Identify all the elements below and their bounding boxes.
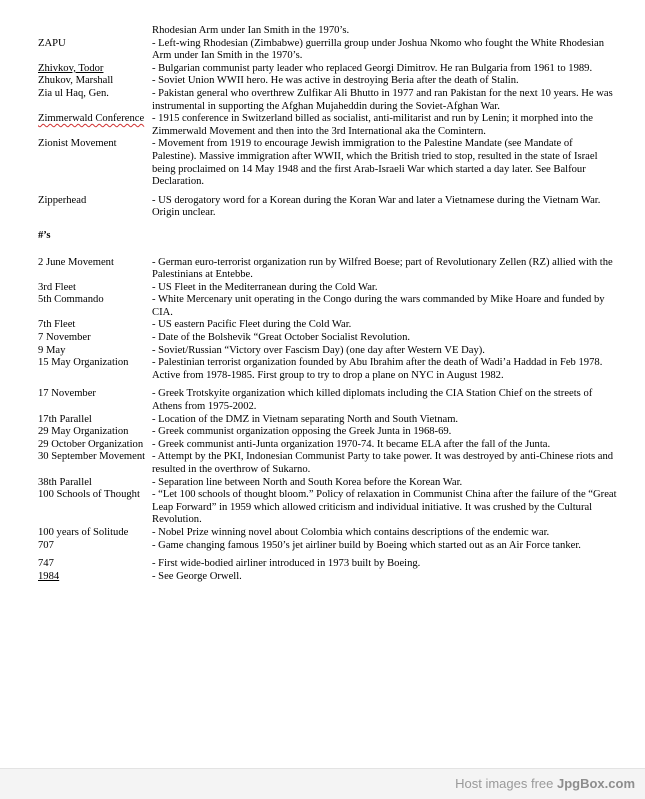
entry-definition: - Pakistan general who overthrew Zulfikar Ali Bhutto in 1977 and ran Pakistan for the next 10 years. He was instrumental in supporting the Afghan Mujaheddin during the Soviet-Afghan War. <box>152 87 613 112</box>
glossary-entry <box>38 439 618 452</box>
entry-definition: - Soviet Union WWII hero. He was active in destroying Beria after the death of Stalin. <box>152 75 519 87</box>
entry-definition: - Game changing famous 1950’s jet airliner build by Boeing which started out as an Air Force tanker. <box>152 539 581 551</box>
glossary-entry <box>38 113 618 138</box>
glossary-entry <box>38 451 618 476</box>
entry-definition: - Greek communist organization opposing the Greek Junta in 1968-69. <box>152 426 452 438</box>
entry-definition: - Greek communist anti-Junta organization 1970-74. It became ELA after the fall of the Junta. <box>152 438 551 450</box>
entry-definition: - “Let 100 schools of thought bloom.” Policy of relaxation in Communist China after the failure of the “Great Leap Forward” in 1959 which allowed criticism and individual initiative. It was crushed by the Cultural Revolution. <box>152 489 617 526</box>
entry-definition: - White Mercenary unit operating in the Congo during the wars commanded by Mike Hoare and funded by CIA. <box>152 294 605 318</box>
glossary-entry <box>38 345 618 358</box>
entry-definition: Rhodesian Arm under Ian Smith in the 1970’s. <box>152 25 350 36</box>
entry-term: Zia ul Haq, Gen. <box>38 87 109 99</box>
entry-definition: - US eastern Pacific Fleet during the Cold War. <box>152 319 352 331</box>
entry-definition: - US Fleet in the Mediterranean during the Cold War. <box>152 281 378 293</box>
watermark-bar <box>0 768 645 799</box>
glossary-entry <box>38 138 618 188</box>
glossary-entry <box>38 558 618 571</box>
entry-term: Zimmerwald Conference <box>38 113 145 125</box>
entry-definition: - Greek Trotskyite organization which killed diplomats including the CIA Station Chief on the streets of Athens from 1975-2002. <box>152 388 593 413</box>
entry-definition: - Attempt by the PKI, Indonesian Communist Party to take power. It was destroyed by anti-Chinese riots and resulted in the overthrow of Sukarno. <box>152 451 614 475</box>
glossary-entry <box>38 426 618 439</box>
glossary-entry <box>38 88 618 113</box>
entry-term: ZAPU <box>38 37 66 49</box>
entry-definition: - See George Orwell. <box>152 570 242 582</box>
watermark-text[interactable] <box>455 776 635 791</box>
entry-definition: - Left-wing Rhodesian (Zimbabwe) guerrilla group under Joshua Nkomo who fought the White Rhodesian Arm under Ian Smith in the 1970’s. <box>152 37 604 62</box>
entry-term: 5th Commando <box>38 294 104 306</box>
entry-term: Zhukov, Marshall <box>38 75 114 87</box>
glossary-entry <box>38 319 618 332</box>
glossary-entry <box>38 527 618 540</box>
entry-definition: - Movement from 1919 to encourage Jewish immigration to the Palestine Mandate (see Mandate of Palestine). Massive immigration after WWII, which the British tried to stop, resulted in the state of Israel being proclaimed on 14 May 1948 and the first Arab-Israeli War which started a day later. See Balfour Declaration. <box>152 138 598 188</box>
entry-term: 30 September Movement <box>38 451 146 463</box>
entry-term: 1984 <box>38 570 60 582</box>
entry-definition: - US derogatory word for a Korean during the Koran War and later a Vietnamese during the Vietnam War. Origin unclear. <box>152 194 601 219</box>
glossary-entry <box>38 257 618 282</box>
entry-term <box>38 25 152 38</box>
entry-definition: - First wide-bodied airliner introduced in 1973 built by Boeing. <box>152 558 421 570</box>
entry-term: 7th Fleet <box>38 319 76 331</box>
entry-term: 15 May Organization <box>38 357 129 369</box>
entry-term: 7 November <box>38 332 91 344</box>
entry-term: Zipperhead <box>38 194 87 206</box>
glossary-entry <box>38 414 618 427</box>
glossary-entry <box>38 195 618 220</box>
watermark-prefix: Host images free <box>455 776 557 791</box>
glossary-entry <box>38 282 618 295</box>
entry-definition: - Bulgarian communist party leader who replaced Georgi Dimitrov. He ran Bulgaria from 1961 to 1989. <box>152 62 593 74</box>
glossary-entry <box>38 75 618 88</box>
glossary-entry <box>38 477 618 490</box>
glossary-entry <box>38 388 618 413</box>
glossary-entry <box>38 25 618 38</box>
entry-definition: - Separation line between North and South Korea before the Korean War. <box>152 476 463 488</box>
glossary-entry <box>38 63 618 76</box>
entry-term: 3rd Fleet <box>38 281 76 293</box>
entry-term: 2 June Movement <box>38 256 114 268</box>
glossary-entry <box>38 332 618 345</box>
entry-term: Zionist Movement <box>38 138 117 150</box>
entry-definition: - Nobel Prize winning novel about Colombia which contains descriptions of the endemic war. <box>152 526 550 538</box>
glossary <box>38 25 618 583</box>
entry-term: 100 years of Solitude <box>38 526 129 538</box>
glossary-entry <box>38 294 618 319</box>
entry-definition: - 1915 conference in Switzerland billed as socialist, anti-militarist and run by Lenin; it morphed into the Zimmerwald Movement and then into the 3rd International aka the Comintern. <box>152 113 594 137</box>
entry-term: 29 May Organization <box>38 426 129 438</box>
entry-term: 17th Parallel <box>38 413 92 425</box>
entry-term: Zhivkov, Todor <box>38 62 104 74</box>
glossary-entry <box>38 540 618 553</box>
entry-term: 747 <box>38 558 54 570</box>
entry-definition: - Date of the Bolshevik “Great October Socialist Revolution. <box>152 332 411 344</box>
entry-definition: - Location of the DMZ in Vietnam separating North and South Vietnam. <box>152 413 459 425</box>
entry-definition: - Soviet/Russian “Victory over Fascism Day) (one day after Western VE Day). <box>152 344 485 356</box>
entry-term: 38th Parallel <box>38 476 92 488</box>
entry-term: 707 <box>38 539 54 551</box>
entry-definition: - Palestinian terrorist organization founded by Abu Ibrahim after the death of Wadi’a Haddad in Feb 1978. Active from 1978-1985. First group to try to drop a plane on NYC in August 1982. <box>152 357 603 381</box>
entry-term: 9 May <box>38 344 66 356</box>
entry-term: 17 November <box>38 388 96 400</box>
glossary-entry <box>38 38 618 63</box>
glossary-entry <box>38 357 618 382</box>
glossary-entry <box>38 489 618 527</box>
section-heading: #’s <box>38 229 51 241</box>
watermark-brand: JpgBox.com <box>556 776 635 791</box>
entry-term: 100 Schools of Thought <box>38 489 140 501</box>
glossary-entry <box>38 571 618 584</box>
entry-term: 29 October Organization <box>38 438 144 450</box>
entry-definition: - German euro-terrorist organization run by Wilfred Boese; part of Revolutionary Zellen (RZ) allied with the Palestinians at Entebbe. <box>152 256 613 281</box>
